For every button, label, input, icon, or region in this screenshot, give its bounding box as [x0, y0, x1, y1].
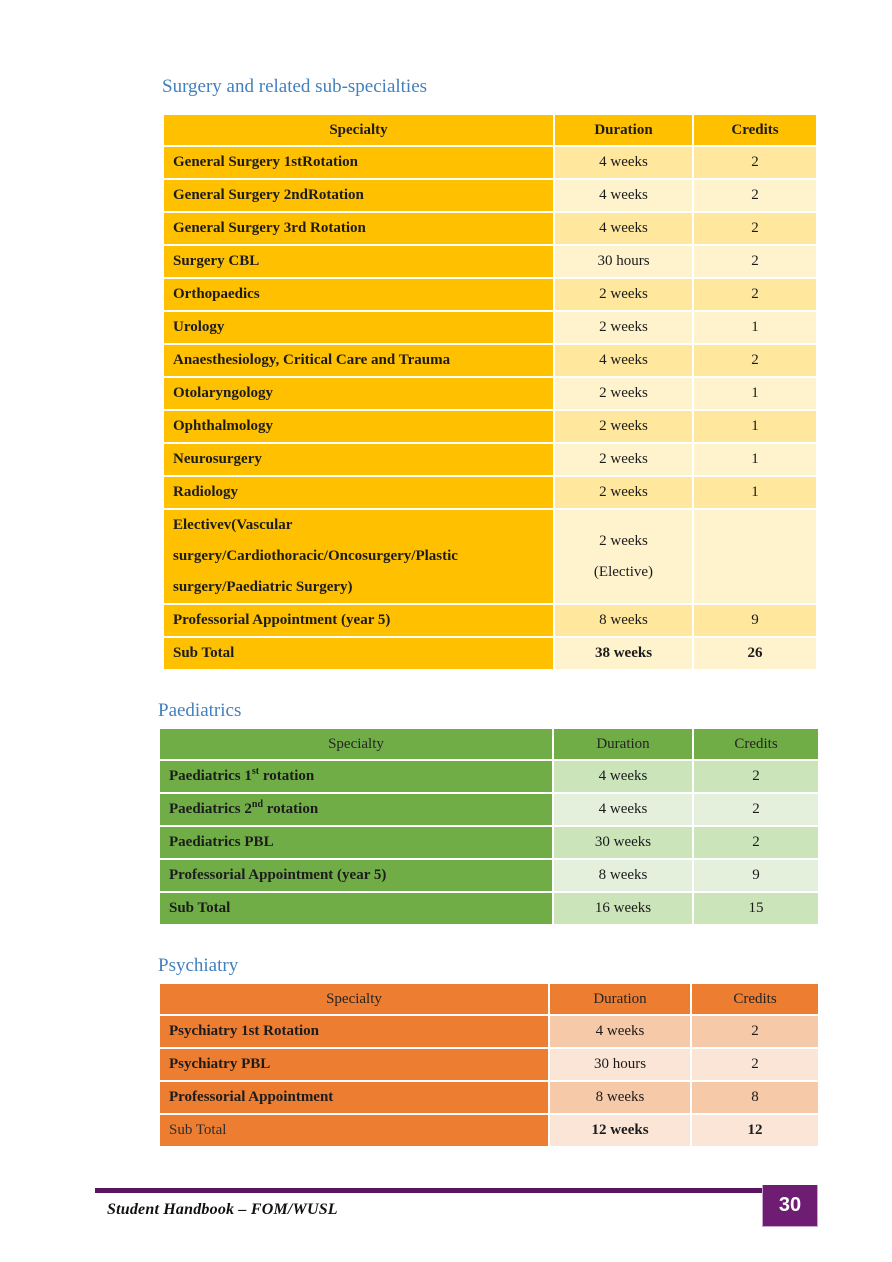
- table-row: [163, 344, 817, 377]
- duration-cell: 16 weeks: [553, 892, 693, 925]
- duration-cell: 4 weeks: [553, 760, 693, 793]
- paediatrics-table: [158, 727, 820, 926]
- table-row: [163, 245, 817, 278]
- header-row: [159, 728, 819, 760]
- duration-cell: 2 weeks (Elective): [554, 509, 693, 604]
- table-row: [159, 892, 819, 925]
- credits-cell: [693, 509, 817, 604]
- column-header: Duration: [554, 114, 693, 146]
- column-header: Specialty: [159, 983, 549, 1015]
- page-number-badge: 30: [762, 1185, 818, 1227]
- credits-cell: 1: [693, 476, 817, 509]
- credits-cell: 26: [693, 637, 817, 670]
- credits-cell: 2: [691, 1048, 819, 1081]
- duration-cell: 38 weeks: [554, 637, 693, 670]
- column-header: Credits: [693, 114, 817, 146]
- specialty-cell: Surgery CBL: [163, 245, 554, 278]
- table-row: [163, 311, 817, 344]
- credits-cell: 12: [691, 1114, 819, 1147]
- column-header: Specialty: [163, 114, 554, 146]
- duration-cell: 2 weeks: [554, 278, 693, 311]
- specialty-cell: Paediatrics 1st rotation: [159, 760, 553, 793]
- specialty-cell: Professorial Appointment (year 5): [163, 604, 554, 637]
- table-row: [163, 443, 817, 476]
- section-paediatrics: [158, 698, 818, 926]
- specialty-cell: General Surgery 2ndRotation: [163, 179, 554, 212]
- section-title: Psychiatry: [158, 955, 239, 976]
- duration-cell: 2 weeks: [554, 443, 693, 476]
- section-title: Paediatrics: [158, 700, 242, 721]
- table-row: [163, 476, 817, 509]
- credits-cell: 15: [693, 892, 819, 925]
- credits-cell: 9: [693, 859, 819, 892]
- specialty-cell: Otolaryngology: [163, 377, 554, 410]
- footer-rule: [95, 1188, 817, 1193]
- specialty-cell: Sub Total: [159, 892, 553, 925]
- duration-cell: 4 weeks: [554, 344, 693, 377]
- credits-cell: 2: [693, 826, 819, 859]
- section-title: Surgery and related sub-specialties: [162, 76, 428, 97]
- column-header: Duration: [549, 983, 691, 1015]
- specialty-cell: Neurosurgery: [163, 443, 554, 476]
- specialty-cell: General Surgery 3rd Rotation: [163, 212, 554, 245]
- duration-cell: 4 weeks: [554, 146, 693, 179]
- header-row: [163, 114, 817, 146]
- specialty-cell: Professorial Appointment (year 5): [159, 859, 553, 892]
- header-row: [159, 983, 819, 1015]
- credits-cell: 2: [693, 212, 817, 245]
- specialty-cell: Paediatrics 2nd rotation: [159, 793, 553, 826]
- column-header: Specialty: [159, 728, 553, 760]
- duration-cell: 8 weeks: [554, 604, 693, 637]
- column-header: Credits: [693, 728, 819, 760]
- table-row: [163, 212, 817, 245]
- duration-cell: 4 weeks: [553, 793, 693, 826]
- psychiatry-table: [158, 982, 820, 1148]
- table-row: [163, 278, 817, 311]
- specialty-cell: Professorial Appointment: [159, 1081, 549, 1114]
- section-psychiatry: [158, 953, 818, 1148]
- table-row: [159, 1081, 819, 1114]
- duration-cell: 30 hours: [554, 245, 693, 278]
- credits-cell: 2: [693, 179, 817, 212]
- table-row: [163, 377, 817, 410]
- column-header: Duration: [553, 728, 693, 760]
- credits-cell: 1: [693, 443, 817, 476]
- specialty-cell: Radiology: [163, 476, 554, 509]
- credits-cell: 2: [691, 1015, 819, 1048]
- credits-cell: 2: [693, 146, 817, 179]
- table-row: [163, 509, 817, 604]
- footer-text: Student Handbook – FOM/WUSL: [107, 1201, 338, 1218]
- column-header: Credits: [691, 983, 819, 1015]
- credits-cell: 2: [693, 793, 819, 826]
- duration-cell: 30 hours: [549, 1048, 691, 1081]
- specialty-cell: Orthopaedics: [163, 278, 554, 311]
- table-row: [163, 179, 817, 212]
- specialty-cell: Urology: [163, 311, 554, 344]
- duration-cell: 30 weeks: [553, 826, 693, 859]
- section-surgery: [162, 74, 816, 671]
- table-row: [159, 1114, 819, 1147]
- duration-cell: 2 weeks: [554, 476, 693, 509]
- table-row: [163, 146, 817, 179]
- specialty-cell: Ophthalmology: [163, 410, 554, 443]
- credits-cell: 1: [693, 410, 817, 443]
- specialty-cell: General Surgery 1stRotation: [163, 146, 554, 179]
- table-row: [159, 793, 819, 826]
- credits-cell: 2: [693, 760, 819, 793]
- table-row: [159, 826, 819, 859]
- credits-cell: 1: [693, 311, 817, 344]
- duration-cell: 2 weeks: [554, 311, 693, 344]
- specialty-cell: Anaesthesiology, Critical Care and Trauma: [163, 344, 554, 377]
- table-row: [159, 859, 819, 892]
- credits-cell: 8: [691, 1081, 819, 1114]
- credits-cell: 2: [693, 245, 817, 278]
- duration-cell: 4 weeks: [554, 212, 693, 245]
- duration-cell: 4 weeks: [554, 179, 693, 212]
- credits-cell: 2: [693, 344, 817, 377]
- specialty-cell: Psychiatry PBL: [159, 1048, 549, 1081]
- table-row: [159, 1048, 819, 1081]
- specialty-cell: Paediatrics PBL: [159, 826, 553, 859]
- table-row: [159, 1015, 819, 1048]
- credits-cell: 9: [693, 604, 817, 637]
- table-row: [163, 637, 817, 670]
- specialty-cell: Sub Total: [163, 637, 554, 670]
- surgery-table: [162, 113, 818, 671]
- table-row: [163, 604, 817, 637]
- credits-cell: 1: [693, 377, 817, 410]
- table-row: [159, 760, 819, 793]
- credits-cell: 2: [693, 278, 817, 311]
- duration-cell: 2 weeks: [554, 410, 693, 443]
- specialty-cell: Electivev(Vascular surgery/Cardiothoracic/Oncosurgery/Plastic surgery/Paediatric Surgery): [163, 509, 554, 604]
- specialty-cell: Sub Total: [159, 1114, 549, 1147]
- duration-cell: 2 weeks: [554, 377, 693, 410]
- duration-cell: 12 weeks: [549, 1114, 691, 1147]
- duration-cell: 4 weeks: [549, 1015, 691, 1048]
- duration-cell: 8 weeks: [553, 859, 693, 892]
- specialty-cell: Psychiatry 1st Rotation: [159, 1015, 549, 1048]
- table-row: [163, 410, 817, 443]
- duration-cell: 8 weeks: [549, 1081, 691, 1114]
